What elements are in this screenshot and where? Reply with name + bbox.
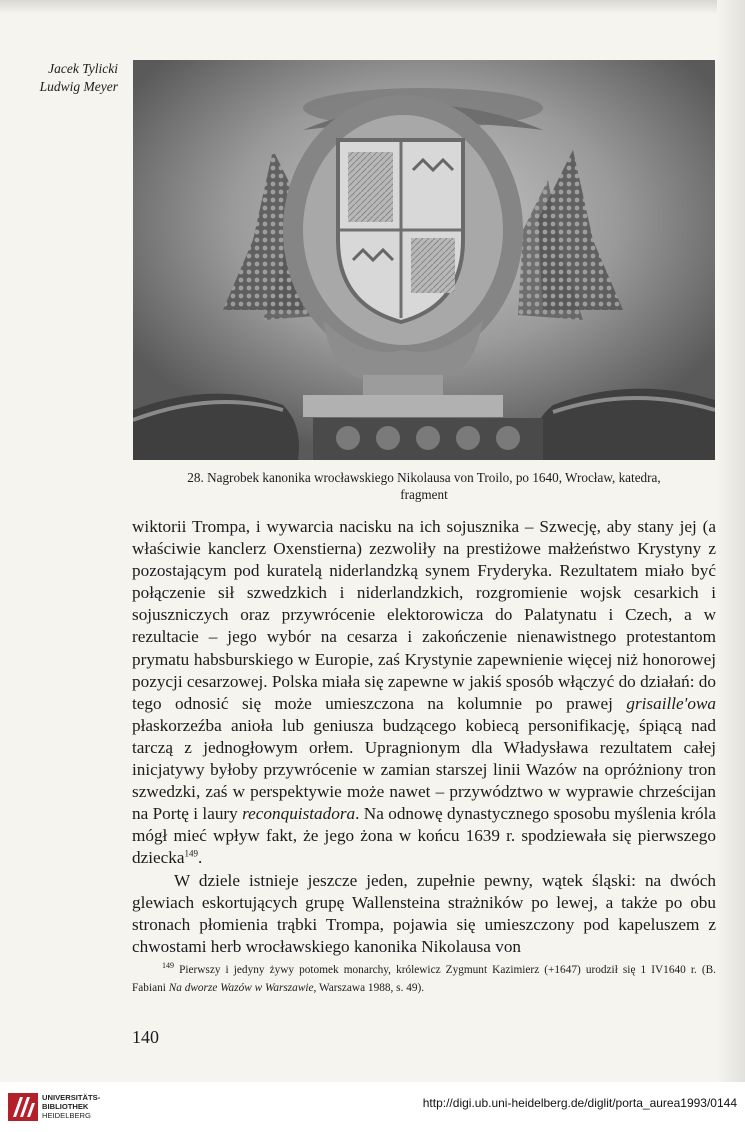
paragraph-1-text-b: płaskorzeźba anioła lub geniusza budzącego kobiecą personifikację, śpiącą nad tarczą z jednogłowym orłem. Upragnionym dla Władysława rezultatem całej inicjatywy byłoby przywrócenie w zamian starszej linii Wazów na opróżniony tron szwedzki, zaś w perspektywie może nawet – przywództwo w wyprawie chrześcijan na Portę i laury (132, 715, 716, 824)
figure-caption (140, 469, 708, 503)
page-shadow-right (717, 0, 745, 1082)
paragraph-1-text-c: . Na odnowę dynastycznego sposobu myślenia króla mógł mieć wpływ fakt, że jego żona w końcu 1639 r. spodziewała się pierwszego dziecka (132, 804, 717, 868)
library-name-line-2: BIBLIOTHEK (42, 1102, 89, 1111)
page-number: 140 (132, 1027, 159, 1047)
paragraph-1-text-a: wiktorii Trompa, i wywarcia nacisku na ich sojusznika – Szwecję, aby stany jej (a właściwie kanclerz Oxenstierna) zezwoliły na prestiżowe małżeństwo Krystyny z pozostającym pod kuratelą niderlandzką synem Fryderyka. Rezultatem miało być połączenie sił szwedzkich i niderlandzkich, rozgromienie wojsk cesarkich i sojuszniczych oraz przywrócenie elektorowicza do Palatynatu i Czech, a w rezultacie – jego wybór na cesarza i zakończenie nienawistnego protestantom prymatu habsburskiego w Europie, zaś Krystynie zapewnienie więcej niż honorowej pozycji cesarzowej. Polska miała się zapewne w jakiś sposób włączyć do działań: do tego odnosić się może umieszczona na kolumnie po prawej (132, 517, 716, 713)
footnote-149 (132, 961, 716, 997)
paragraph-1-italic-reconquistador: reconquistadora (242, 804, 356, 824)
coat-of-arms-illustration (133, 60, 715, 460)
page-shadow-top (0, 0, 745, 14)
running-head-author-2: Ludwig Meyer (39, 79, 118, 94)
figure-caption-line-1: 28. Nagrobek kanonika wrocławskiego Nikolausa von Troilo, po 1640, Wrocław, katedra, (187, 470, 661, 485)
footnote-number: 149 (162, 961, 174, 971)
footnote-reference-149: 149 (184, 848, 198, 859)
body-text (132, 516, 716, 958)
footnote-text-a: Pierwszy i jedyny żywy potomek monarchy, królewicz Zygmunt Kazimierz (+1647) urodził się 1 IV1640 r. (B. Fabiani (132, 964, 716, 994)
library-logo-text[interactable] (42, 1093, 100, 1120)
library-name-line-3: HEIDELBERG (42, 1111, 91, 1120)
library-logo-icon[interactable] (8, 1091, 38, 1123)
paragraph-1-end: . (197, 848, 203, 868)
tomb-photograph (133, 60, 715, 460)
running-head-author-1: Jacek Tylicki (48, 61, 118, 76)
source-url-link[interactable]: http://digi.ub.uni-heidelberg.de/diglit/porta_aurea1993/0144 (422, 1096, 737, 1110)
running-head (10, 60, 118, 96)
paragraph-1-italic-grisaille: grisaille'owa (626, 693, 716, 713)
footnote-text-b: , Warszawa 1988, s. 49). (313, 982, 425, 994)
library-name-line-1: UNIVERSITÄTS- (42, 1093, 101, 1102)
paragraph-2: W dziele istnieje jeszcze jeden, zupełnie pewny, wątek śląski: na dwóch glewiach eskortujących grupę Wallensteina strażników po lewej, a także po obu stronach płomienia trąbki Trompa, pojawia się umieszczony pod kapeluszem z chwostami herb wrocławskiego kanonika Nikolausa von (132, 870, 716, 956)
footnote-book-title: Na dworze Wazów w Warszawie (168, 982, 314, 994)
figure-caption-line-2: fragment (400, 487, 448, 502)
paragraph-1 (132, 516, 716, 870)
